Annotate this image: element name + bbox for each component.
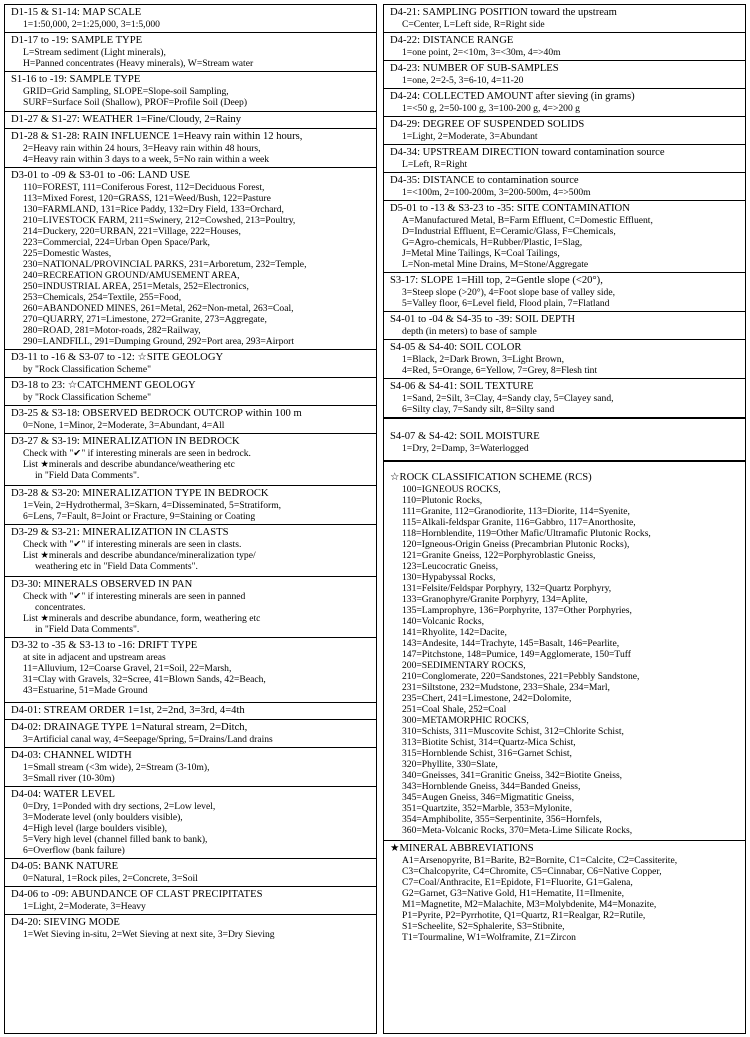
section-line: 1=Dry, 2=Damp, 3=Waterlogged [402, 443, 529, 454]
section-title: ★MINERAL ABBREVIATIONS [390, 843, 534, 854]
section-line: 100=IGNEOUS ROCKS, [402, 484, 501, 495]
section-line: List ★minerals and describe abundance, form, weathering etc [23, 613, 261, 624]
section-line: 210=Conglomerate, 220=Sandstones, 221=Pebbly Sandstone, [402, 671, 640, 682]
right-section-d4-24-collected-amount-after-sieving-in- [384, 89, 745, 117]
section-line: 110=FOREST, 111=Coniferous Forest, 112=Deciduous Forest, [23, 182, 265, 193]
section-line: 3=Steep slope (>20°), 4=Foot slope base of valley side, [402, 287, 615, 298]
section-title: D3-32 to -35 & S3-13 to -16: DRIFT TYPE [11, 640, 198, 651]
section-line: L=Left, R=Right [402, 159, 468, 170]
section-line: 1=Vein, 2=Hydrothermal, 3=Skarn, 4=Disseminated, 5=Stratiform, [23, 500, 282, 511]
section-line: depth (in meters) to base of sample [402, 326, 537, 337]
section-line: 260=ABANDONED MINES, 261=Metal, 262=Non-metal, 263=Coal, [23, 303, 294, 314]
section-title: D4-02: DRAINAGE TYPE 1=Natural stream, 2=Ditch, [11, 722, 248, 733]
section-title: D4-23: NUMBER OF SUB-SAMPLES [390, 63, 559, 74]
section-line: 120=Igneous-Origin Gneiss (Precambrian Plutonic Rocks), [402, 539, 630, 550]
section-line: 253=Chemicals, 254=Textile, 255=Food, [23, 292, 182, 303]
section-title: D4-04: WATER LEVEL [11, 789, 115, 800]
left-section-d3-29-s3-21-mineralization-in-clasts [5, 525, 376, 577]
section-title: D3-11 to -16 & S3-07 to -12: ☆SITE GEOLOGY [11, 352, 224, 363]
right-section-d4-23-number-of-sub-samples [384, 61, 745, 89]
left-section-d3-30-minerals-observed-in-pan [5, 577, 376, 638]
section-line: 250=INDUSTRIAL AREA, 251=Metals, 252=Electronics, [23, 281, 249, 292]
section-line: 43=Estuarine, 51=Made Ground [23, 685, 148, 696]
right-section-s3-17-slope-1-hill-top-2-gentle-slope-20 [384, 273, 745, 312]
section-title: S4-07 & S4-42: SOIL MOISTURE [390, 431, 540, 442]
section-title: S1-16 to -19: SAMPLE TYPE [11, 74, 141, 85]
left-section-d4-05-bank-nature [5, 859, 376, 887]
section-line: 6=Overflow (bank failure) [23, 845, 125, 856]
section-line: 240=RECREATION GROUND/AMUSEMENT AREA, [23, 270, 240, 281]
section-line: 135=Lamprophyre, 136=Porphyrite, 137=Other Porphyries, [402, 605, 632, 616]
section-line: 251=Coal Shale, 252=Coal [402, 704, 507, 715]
left-section-d1-28-s1-28-rain-influence-1-heavy-rain- [5, 129, 376, 168]
section-line: L=Stream sediment (Light minerals), [23, 47, 166, 58]
section-line: 3=Artificial canal way, 4=Seepage/Spring, 5=Drains/Land drains [23, 734, 273, 745]
section-line: 0=Dry, 1=Ponded with dry sections, 2=Low level, [23, 801, 216, 812]
section-line: List ★minerals and describe abundance/weathering etc [23, 459, 235, 470]
section-line: SURF=Surface Soil (Shallow), PROF=Profile Soil (Deep) [23, 97, 248, 108]
left-section-d4-03-channel-width [5, 748, 376, 787]
section-line: 1=Light, 2=Moderate, 3=Abundant [402, 131, 538, 142]
left-section-d3-18-to-23-catchment-geology [5, 378, 376, 406]
left-section-d1-17-to-19-sample-type [5, 33, 376, 72]
section-line: weathering etc in "Field Data Comments". [35, 561, 198, 572]
section-line: 1=1:50,000, 2=1:25,000, 3=1:5,000 [23, 19, 160, 30]
left-section-d3-32-to-35-s3-13-to-16-drift-type [5, 638, 376, 703]
section-title: D3-01 to -09 & S3-01 to -06: LAND USE [11, 170, 190, 181]
section-title: D4-22: DISTANCE RANGE [390, 35, 514, 46]
section-line: C7=Coal/Anthracite, E1=Epidote, F1=Fluorite, G1=Galena, [402, 877, 633, 888]
section-line: 110=Plutonic Rocks, [402, 495, 483, 506]
section-line: 313=Biotite Schist, 314=Quartz-Mica Schist, [402, 737, 576, 748]
left-section-d3-27-s3-19-mineralization-in-bedrock [5, 434, 376, 486]
section-title: S3-17: SLOPE 1=Hill top, 2=Gentle slope (<20°), [390, 275, 603, 286]
section-line: S1=Scheelite, S2=Sphalerite, S3=Stibnite, [402, 921, 565, 932]
section-line: 320=Phyllite, 330=Slate, [402, 759, 498, 770]
section-title: D3-30: MINERALS OBSERVED IN PAN [11, 579, 193, 590]
section-title: S4-01 to -04 & S4-35 to -39: SOIL DEPTH [390, 314, 575, 325]
right-section-d5-01-to-13-s3-23-to-35-site-contaminati [384, 201, 745, 273]
section-line: 340=Gneisses, 341=Granitic Gneiss, 342=Biotite Gneiss, [402, 770, 623, 781]
section-line: 1=<50 g, 2=50-100 g, 3=100-200 g, 4=>200 g [402, 103, 580, 114]
right-section-rock-classification-scheme-rcs [384, 470, 745, 841]
section-line: 147=Pitchstone, 148=Pumice, 149=Agglomerate, 150=Tuff [402, 649, 631, 660]
section-line: C=Center, L=Left side, R=Right side [402, 19, 545, 30]
section-title: D1-28 & S1-28: RAIN INFLUENCE 1=Heavy rain within 12 hours, [11, 131, 303, 142]
section-line: by "Rock Classification Scheme" [23, 364, 151, 375]
left-section-d4-20-sieving-mode [5, 915, 376, 942]
section-title: D5-01 to -13 & S3-23 to -35: SITE CONTAMINATION [390, 203, 630, 214]
section-line: 121=Granite Gneiss, 122=Porphyroblastic Gneiss, [402, 550, 596, 561]
section-line: 1=one point, 2=<10m, 3=<30m, 4=>40m [402, 47, 561, 58]
section-title: D4-35: DISTANCE to contamination source [390, 175, 579, 186]
section-line: 231=Siltstone, 232=Mudstone, 233=Shale, 234=Marl, [402, 682, 610, 693]
left-column [4, 4, 377, 1034]
section-line: G=Agro-chemicals, H=Rubber/Plastic, I=Slag, [402, 237, 583, 248]
section-title: D3-18 to 23: ☆CATCHMENT GEOLOGY [11, 380, 196, 391]
section-line: 1=Small stream (<3m wide), 2=Stream (3-10m), [23, 762, 210, 773]
right-section-s4-06-s4-41-soil-texture [384, 379, 745, 419]
left-section-d3-28-s3-20-mineralization-type-in-bedro [5, 486, 376, 525]
section-line: in "Field Data Comments". [35, 624, 140, 635]
section-line: 0=Natural, 1=Rock piles, 2=Concrete, 3=Soil [23, 873, 198, 884]
section-line: at site in adjacent and upstream areas [23, 652, 166, 663]
right-section-d4-34-upstream-direction-toward-contamin [384, 145, 745, 173]
right-section-d4-29-degree-of-suspended-solids [384, 117, 745, 145]
section-line: 143=Andesite, 144=Trachyte, 145=Basalt, 146=Pearlite, [402, 638, 620, 649]
section-line: C3=Chalcopyrite, C4=Chromite, C5=Cinnabar, C6=Native Copper, [402, 866, 662, 877]
right-section-s4-05-s4-40-soil-color [384, 340, 745, 379]
section-line: 4=Red, 5=Orange, 6=Yellow, 7=Grey, 8=Flesh tint [402, 365, 598, 376]
section-line: 200=SEDIMENTARY ROCKS, [402, 660, 526, 671]
right-section-d4-22-distance-range [384, 33, 745, 61]
section-line: M1=Magnetite, M2=Malachite, M3=Molybdenite, M4=Monazite, [402, 899, 657, 910]
section-title: D3-29 & S3-21: MINERALIZATION IN CLASTS [11, 527, 229, 538]
section-title: D1-17 to -19: SAMPLE TYPE [11, 35, 143, 46]
right-section-mineral-abbreviations [384, 841, 745, 945]
section-line: 123=Leucocratic Gneiss, [402, 561, 498, 572]
left-section-d1-27-s1-27-weather-1-fine-cloudy-2-rain [5, 112, 376, 129]
section-title: D1-15 & S1-14: MAP SCALE [11, 7, 142, 18]
section-line: 6=Silty clay, 7=Sandy silt, 8=Silty sand [402, 404, 555, 415]
section-line: Check with "✔" if interesting minerals are seen in bedrock. [23, 448, 251, 459]
section-line: 2=Heavy rain within 24 hours, 3=Heavy rain within 48 hours, [23, 143, 261, 154]
section-line: by "Rock Classification Scheme" [23, 392, 151, 403]
section-line: 141=Rhyolite, 142=Dacite, [402, 627, 507, 638]
section-line: L=Non-metal Mine Drains, M=Stone/Aggregate [402, 259, 589, 270]
section-line: 1=Sand, 2=Silt, 3=Clay, 4=Sandy clay, 5=Clayey sand, [402, 393, 614, 404]
section-line: 214=Duckery, 220=URBAN, 221=Village, 222=Houses, [23, 226, 241, 237]
section-title: D4-03: CHANNEL WIDTH [11, 750, 132, 761]
section-line: 130=Hypabyssal Rocks, [402, 572, 496, 583]
section-line: List ★minerals and describe abundance/mineralization type/ [23, 550, 256, 561]
section-line: 351=Quartzite, 352=Marble, 353=Mylonite, [402, 803, 572, 814]
section-line: 290=LANDFILL, 291=Dumping Ground, 292=Port area, 293=Airport [23, 336, 295, 347]
left-section-d3-25-s3-18-observed-bedrock-outcrop-wit [5, 406, 376, 434]
left-section-d3-11-to-16-s3-07-to-12-site-geology [5, 350, 376, 378]
section-line: 130=FARMLAND, 131=Rice Paddy, 132=Dry Field, 133=Orchard, [23, 204, 284, 215]
section-line: 300=METAMORPHIC ROCKS, [402, 715, 529, 726]
section-line: 315=Hornblende Schist, 316=Garnet Schist, [402, 748, 572, 759]
section-line: 360=Meta-Volcanic Rocks, 370=Meta-Lime Silicate Rocks, [402, 825, 633, 836]
section-line: 140=Volcanic Rocks, [402, 616, 484, 627]
section-line: 6=Lens, 7=Fault, 8=Joint or Fracture, 9=Staining or Coating [23, 511, 256, 522]
section-line: concentrates. [35, 602, 86, 613]
left-section-s1-16-to-19-sample-type [5, 72, 376, 112]
left-section-d4-02-drainage-type-1-natural-stream-2-d [5, 720, 376, 748]
right-section-d4-35-distance-to-contamination-source [384, 173, 745, 201]
left-section-d4-01-stream-order-1-1st-2-2nd-3-3rd-4-4 [5, 703, 376, 720]
section-line: 3=Moderate level (only boulders visible), [23, 812, 183, 823]
right-column [383, 4, 746, 1034]
section-title: D4-01: STREAM ORDER 1=1st, 2=2nd, 3=3rd, 4=4th [11, 705, 245, 716]
section-line: 1=<100m, 2=100-200m, 3=200-500m, 4=>500m [402, 187, 591, 198]
section-title: D4-06 to -09: ABUNDANCE OF CLAST PRECIPITATES [11, 889, 263, 900]
right-section-s4-07-s4-42-soil-moisture [384, 429, 745, 462]
section-line: 343=Hornblende Gneiss, 344=Banded Gneiss, [402, 781, 581, 792]
section-line: T1=Tourmaline, W1=Wolframite, Z1=Zircon [402, 932, 576, 943]
section-line: 235=Chert, 241=Limestone, 242=Dolomite, [402, 693, 572, 704]
section-title: D4-21: SAMPLING POSITION toward the upstream [390, 7, 617, 18]
section-line: D=Industrial Effluent, E=Ceramic/Glass, F=Chemicals, [402, 226, 616, 237]
section-line: 230=NATIONAL/PROVINCIAL PARKS, 231=Arboretum, 232=Temple, [23, 259, 307, 270]
section-line: in "Field Data Comments". [35, 470, 140, 481]
section-title: D3-27 & S3-19: MINERALIZATION IN BEDROCK [11, 436, 240, 447]
section-title: D1-27 & S1-27: WEATHER 1=Fine/Cloudy, 2=Rainy [11, 114, 241, 125]
section-line: 1=Wet Sieving in-situ, 2=Wet Sieving at next site, 3=Dry Sieving [23, 929, 275, 940]
section-line: 1=one, 2=2-5, 3=6-10, 4=11-20 [402, 75, 524, 86]
section-line: 118=Hornblendite, 119=Other Mafic/Ultramafic Plutonic Rocks, [402, 528, 651, 539]
section-line: Check with "✔" if interesting minerals are seen in clasts. [23, 539, 242, 550]
section-line: 1=Light, 2=Moderate, 3=Heavy [23, 901, 146, 912]
section-line: Check with "✔" if interesting minerals are seen in panned [23, 591, 246, 602]
section-line: 5=Very high level (channel filled bank to bank), [23, 834, 208, 845]
section-line: 225=Domestic Wastes, [23, 248, 112, 259]
section-line: G2=Garnet, G3=Native Gold, H1=Hematite, I1=Ilmenite, [402, 888, 624, 899]
section-line: 3=Small river (10-30m) [23, 773, 115, 784]
section-line: 133=Granophyre/Granite Porphyry, 134=Aplite, [402, 594, 588, 605]
section-line: 4=Heavy rain within 3 days to a week, 5=No rain within a week [23, 154, 270, 165]
section-title: S4-06 & S4-41: SOIL TEXTURE [390, 381, 534, 392]
section-line: A=Manufactured Metal, B=Farm Effluent, C=Domestic Effluent, [402, 215, 653, 226]
section-title: D3-28 & S3-20: MINERALIZATION TYPE IN BEDROCK [11, 488, 269, 499]
section-line: 223=Commercial, 224=Urban Open Space/Park, [23, 237, 210, 248]
section-line: 5=Valley floor, 6=Level field, Flood plain, 7=Flatland [402, 298, 610, 309]
section-line: P1=Pyrite, P2=Pyrrhotite, Q1=Quartz, R1=Realgar, R2=Rutile, [402, 910, 646, 921]
section-line: 354=Amphibolite, 355=Serpentinite, 356=Hornfels, [402, 814, 602, 825]
section-line: 31=Clay with Gravels, 32=Scree, 41=Blown Sands, 42=Beach, [23, 674, 266, 685]
section-line: 4=High level (large boulders visible), [23, 823, 168, 834]
section-line: GRID=Grid Sampling, SLOPE=Slope-soil Sampling, [23, 86, 229, 97]
section-line: 280=ROAD, 281=Motor-roads, 282=Railway, [23, 325, 201, 336]
section-line: H=Panned concentrates (Heavy minerals), W=Stream water [23, 58, 254, 69]
left-section-d4-06-to-09-abundance-of-clast-precipita [5, 887, 376, 915]
section-line: J=Metal Mine Tailings, K=Coal Tailings, [402, 248, 560, 259]
section-title: D4-29: DEGREE OF SUSPENDED SOLIDS [390, 119, 585, 130]
section-line: 11=Alluvium, 12=Coarse Gravel, 21=Soil, 22=Marsh, [23, 663, 232, 674]
section-line: 345=Augen Gneiss, 346=Migmatitic Gneiss, [402, 792, 575, 803]
left-section-d1-15-s1-14-map-scale [5, 5, 376, 33]
section-title: D4-24: COLLECTED AMOUNT after sieving (in grams) [390, 91, 635, 102]
section-title: D4-34: UPSTREAM DIRECTION toward contamination source [390, 147, 665, 158]
section-line: 1=Black, 2=Dark Brown, 3=Light Brown, [402, 354, 564, 365]
section-line: 113=Mixed Forest, 120=GRASS, 121=Weed/Bush, 122=Pasture [23, 193, 271, 204]
section-title: S4-05 & S4-40: SOIL COLOR [390, 342, 522, 353]
right-section-s4-01-to-04-s4-35-to-39-soil-depth [384, 312, 745, 340]
left-section-d4-04-water-level [5, 787, 376, 859]
section-title: D3-25 & S3-18: OBSERVED BEDROCK OUTCROP within 100 m [11, 408, 302, 419]
section-line: A1=Arsenopyrite, B1=Barite, B2=Bornite, C1=Calcite, C2=Cassiterite, [402, 855, 678, 866]
section-line: 310=Schists, 311=Muscovite Schist, 312=Chlorite Schist, [402, 726, 624, 737]
section-title: D4-20: SIEVING MODE [11, 917, 120, 928]
section-line: 210=LIVESTOCK FARM, 211=Swinery, 212=Cowshed, 213=Poultry, [23, 215, 296, 226]
section-line: 0=None, 1=Minor, 2=Moderate, 3=Abundant, 4=All [23, 420, 225, 431]
section-title: ☆ROCK CLASSIFICATION SCHEME (RCS) [390, 472, 592, 483]
left-section-d3-01-to-09-s3-01-to-06-land-use [5, 168, 376, 350]
section-line: 115=Alkali-feldspar Granite, 116=Gabbro, 117=Anorthosite, [402, 517, 636, 528]
section-line: 111=Granite, 112=Granodiorite, 113=Diorite, 114=Syenite, [402, 506, 630, 517]
section-line: 270=QUARRY, 271=Limestone, 272=Granite, 273=Aggregate, [23, 314, 267, 325]
section-title: D4-05: BANK NATURE [11, 861, 119, 872]
right-section-d4-21-sampling-position-toward-the-upstr [384, 5, 745, 33]
section-line: 131=Felsite/Feldspar Porphyry, 132=Quartz Porphyry, [402, 583, 612, 594]
